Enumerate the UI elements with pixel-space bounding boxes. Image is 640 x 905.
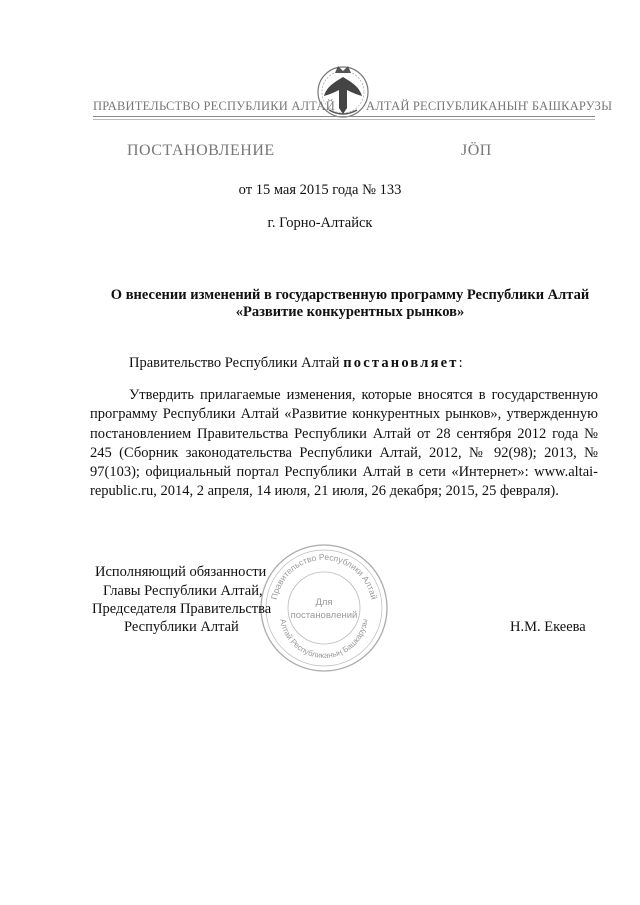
stamp-center-line2: постановлений bbox=[290, 610, 358, 621]
header-rule-bottom bbox=[93, 119, 595, 120]
stamp-ring-bottom: Алтай Республиканың Башкарузы bbox=[278, 618, 370, 661]
signer-title-line2: Главы Республики Алтай, bbox=[103, 583, 263, 599]
document-title-line2: «Развитие конкурентных рынков» bbox=[235, 304, 465, 320]
doc-type-alt: ЈÖП bbox=[461, 142, 492, 159]
header-org-right: АЛТАЙ РЕСПУБЛИКАНЫҤ БАШКАРУЗЫ bbox=[366, 99, 613, 113]
stamp-ring-top: Правительство Республики Алтай bbox=[268, 551, 380, 601]
intro-text: Правительство Республики Алтай bbox=[129, 355, 344, 371]
document-title-line1: О внесении изменений в государственную программу Республики Алтай bbox=[110, 287, 590, 303]
date-number: от 15 мая 2015 года № 133 bbox=[238, 182, 402, 198]
intro-decree-word: постановляет bbox=[343, 355, 459, 371]
signer-title-line1: Исполняющий обязанности bbox=[95, 564, 267, 580]
signer-title-line3: Председателя Правительства bbox=[92, 601, 272, 617]
body-paragraph: Утвердить прилагаемые изменения, которые вносятся в государственную программу Республики Алтай «Развитие конкурентных рынков», утвержденную постановлением Правительства Республики Алтай от 28 сентября 2012 года № 245 (Сборник законодательства Республики Алтай, 2012, № 92(98); 2013, № 97(103); официальный портал Республики Алтай в сети «Интернет»: www.altai-republic.ru, 2014, 2 апреля, 14 июля, 21 июля, 26 декабря; 2015, 25 февраля). bbox=[90, 387, 598, 500]
stamp-center-line1: Для bbox=[315, 597, 333, 608]
header-org-left: ПРАВИТЕЛЬСТВО РЕСПУБЛИКИ АЛТАЙ bbox=[93, 99, 335, 113]
doc-type-ru: ПОСТАНОВЛЕНИЕ bbox=[127, 142, 275, 159]
official-stamp bbox=[258, 542, 390, 674]
header-rule-top bbox=[93, 116, 595, 117]
city: г. Горно-Алтайск bbox=[267, 215, 373, 231]
intro-line bbox=[129, 354, 463, 372]
intro-colon: : bbox=[458, 355, 463, 371]
signer-name: Н.М. Екеева bbox=[510, 619, 586, 635]
signer-title-line4: Республики Алтай bbox=[124, 619, 239, 635]
